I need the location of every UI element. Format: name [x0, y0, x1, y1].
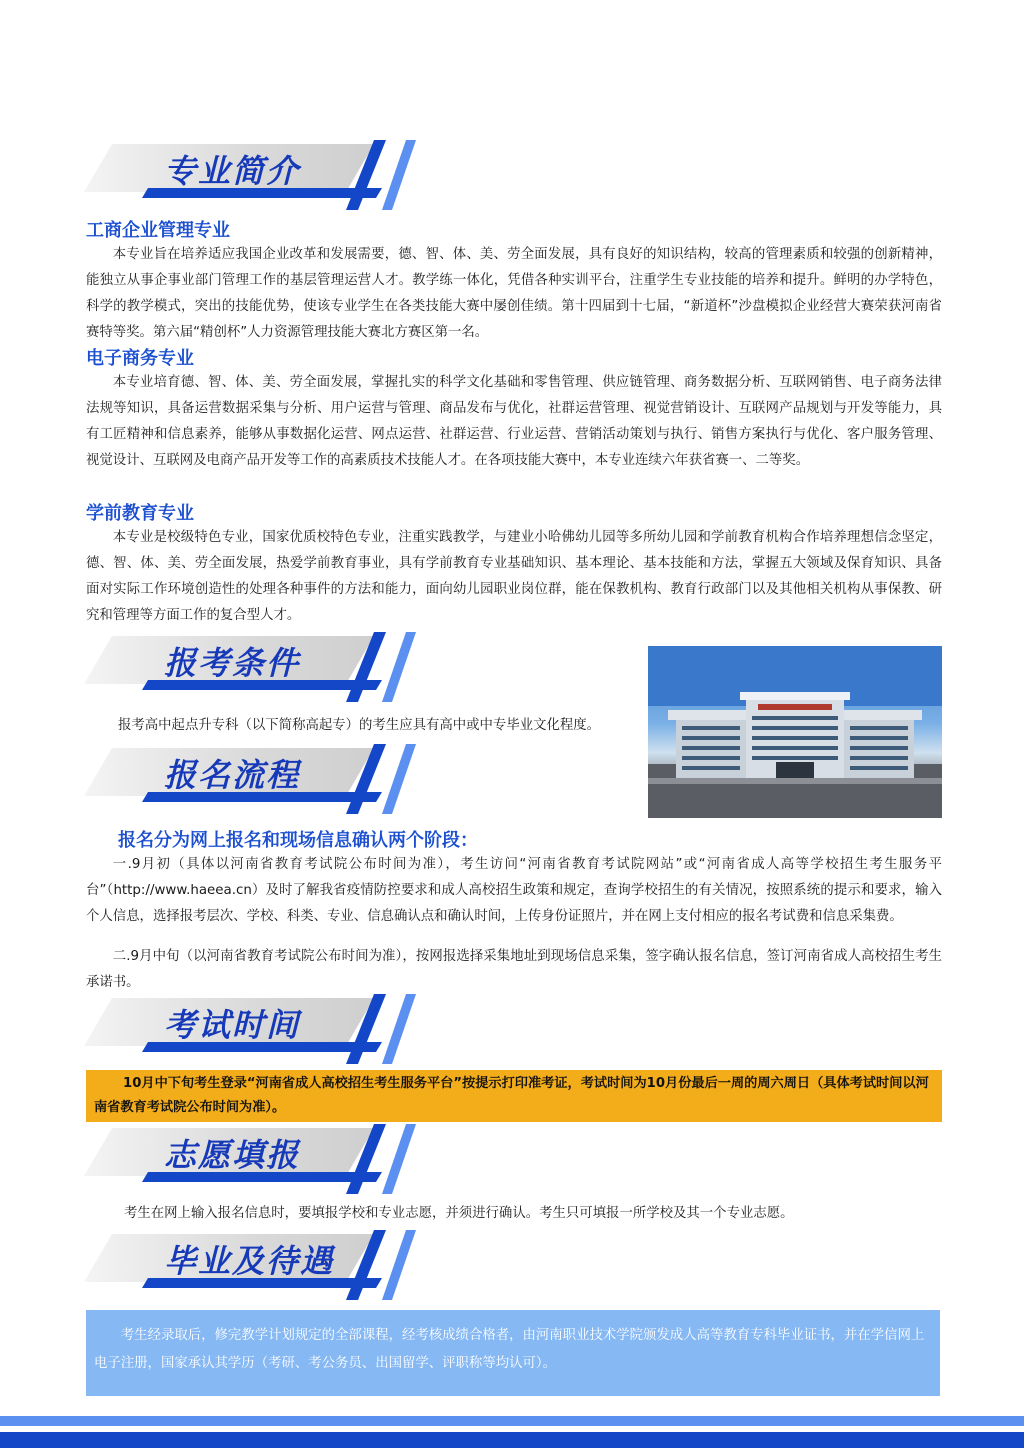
- process-step-onsite: 二.9月中旬（以河南省教育考试院公布时间为准），按网报选择采集地址到现场信息采集，签字确认报名信息，签订河南省成人高校招生考生承诺书。: [86, 949, 942, 990]
- section-banner-graduation: [84, 1230, 424, 1296]
- section-title-graduation: 毕业及待遇: [164, 1242, 335, 1280]
- section-banner-exam-time: [84, 994, 424, 1060]
- section-title-conditions: 报考条件: [164, 644, 301, 682]
- major-description-business: 本专业旨在培养适应我国企业改革和发展需要，德、智、体、美、劳全面发展，具有良好的知识结构，较高的管理素质和较强的创新精神，能独立从事企事业部门管理工作的基层管理运营人才。教学练一体化，凭借各种实训平台，注重学生专业技能的培养和提升。鲜明的办学特色，科学的教学模式，突出的技能优势，使该专业学生在各类技能大赛中屡创佳绩。第十四届到十七届，“新道杯”沙盘模拟企业经营大赛荣获河南省赛特等奖。第六届“精创杯”人力资源管理技能大赛北方赛区第一名。: [86, 247, 942, 340]
- volunteer-text: 考生在网上输入报名信息时，要填报学校和专业志愿，并须进行确认。考生只可填报一所学校及其一个专业志愿。: [124, 1206, 794, 1221]
- footer-stripe-dark: [0, 1432, 1024, 1448]
- campus-building-photo: [648, 646, 942, 818]
- graduation-info-box: [86, 1310, 940, 1396]
- footer-stripe-light: [0, 1416, 1024, 1426]
- major-description-preschool: 本专业是校级特色专业，国家优质校特色专业，注重实践教学，与建业小哈佛幼儿园等多所幼儿园和学前教育机构合作培养理想信念坚定，德、智、体、美、劳全面发展，热爱学前教育事业，具有学前教育专业基础知识、基本理论、基本技能和方法，掌握五大领域及保育知识、具备面对实际工作环境创造性的处理各种事件的方法和能力，面向幼儿园职业岗位群，能在保教机构、教育行政部门以及其他相关机构从事保教、研究和管理等方面工作的复合型人才。: [86, 530, 942, 623]
- major-title-preschool: 学前教育专业: [86, 503, 194, 524]
- exam-time-text: 10月中下旬考生登录“河南省成人高校招生考生服务平台”按提示打印准考证，考试时间为10月份最后一周的周六周日（具体考试时间以河南省教育考试院公布时间为准）。: [94, 1076, 929, 1115]
- conditions-text: 报考高中起点升专科（以下简称高起专）的考生应具有高中或中专毕业文化程度。: [118, 718, 601, 733]
- section-title-volunteer: 志愿填报: [164, 1136, 301, 1174]
- section-banner-conditions: [84, 632, 424, 698]
- section-title-process: 报名流程: [164, 756, 301, 794]
- section-banner-volunteer: [84, 1124, 424, 1190]
- major-title-business: 工商企业管理专业: [86, 220, 230, 241]
- major-title-ecommerce: 电子商务专业: [86, 348, 194, 369]
- graduation-text: 考生经录取后，修完教学计划规定的全部课程，经考核成绩合格者，由河南职业技术学院颁发成人高等教育专科毕业证书，并在学信网上电子注册，国家承认其学历（考研、考公务员、出国留学、评职称等均认可）。: [94, 1328, 925, 1371]
- exam-time-highlight-box: [86, 1070, 942, 1122]
- process-heading: 报名分为网上报名和现场信息确认两个阶段：: [118, 830, 478, 851]
- major-description-ecommerce: 本专业培育德、智、体、美、劳全面发展，掌握扎实的科学文化基础和零售管理、供应链管理、商务数据分析、互联网销售、电子商务法律法规等知识，具备运营数据采集与分析、用户运营与管理、商品发布与优化，社群运营管理、视觉营销设计、互联网产品规划与开发等能力，具有工匠精神和信息素养，能够从事数据化运营、网点运营、社群运营、行业运营、营销活动策划与执行、销售方案执行与优化、客户服务管理、视觉设计、互联网及电商产品开发等工作的高素质技术技能人才。在各项技能大赛中，本专业连续六年获省赛一、二等奖。: [86, 375, 942, 468]
- section-title-exam-time: 考试时间: [164, 1006, 301, 1044]
- process-step-online: 一.9月初（具体以河南省教育考试院公布时间为准），考生访问“河南省教育考试院网站”或“河南省成人高等学校招生考生服务平台”（http://www.haeea.cn）及时了解我省疫情防控要求和成人高校招生政策和规定，查询学校招生的有关情况，按照系统的提示和要求，输入个人信息，选择报考层次、学校、科类、专业、信息确认点和确认时间，上传身份证照片，并在网上支付相应的报名考试费和信息采集费。: [86, 857, 942, 924]
- section-banner-intro: [84, 140, 424, 206]
- section-title-intro: 专业简介: [164, 152, 301, 190]
- section-banner-process: [84, 744, 424, 810]
- building-illustration: [648, 646, 942, 818]
